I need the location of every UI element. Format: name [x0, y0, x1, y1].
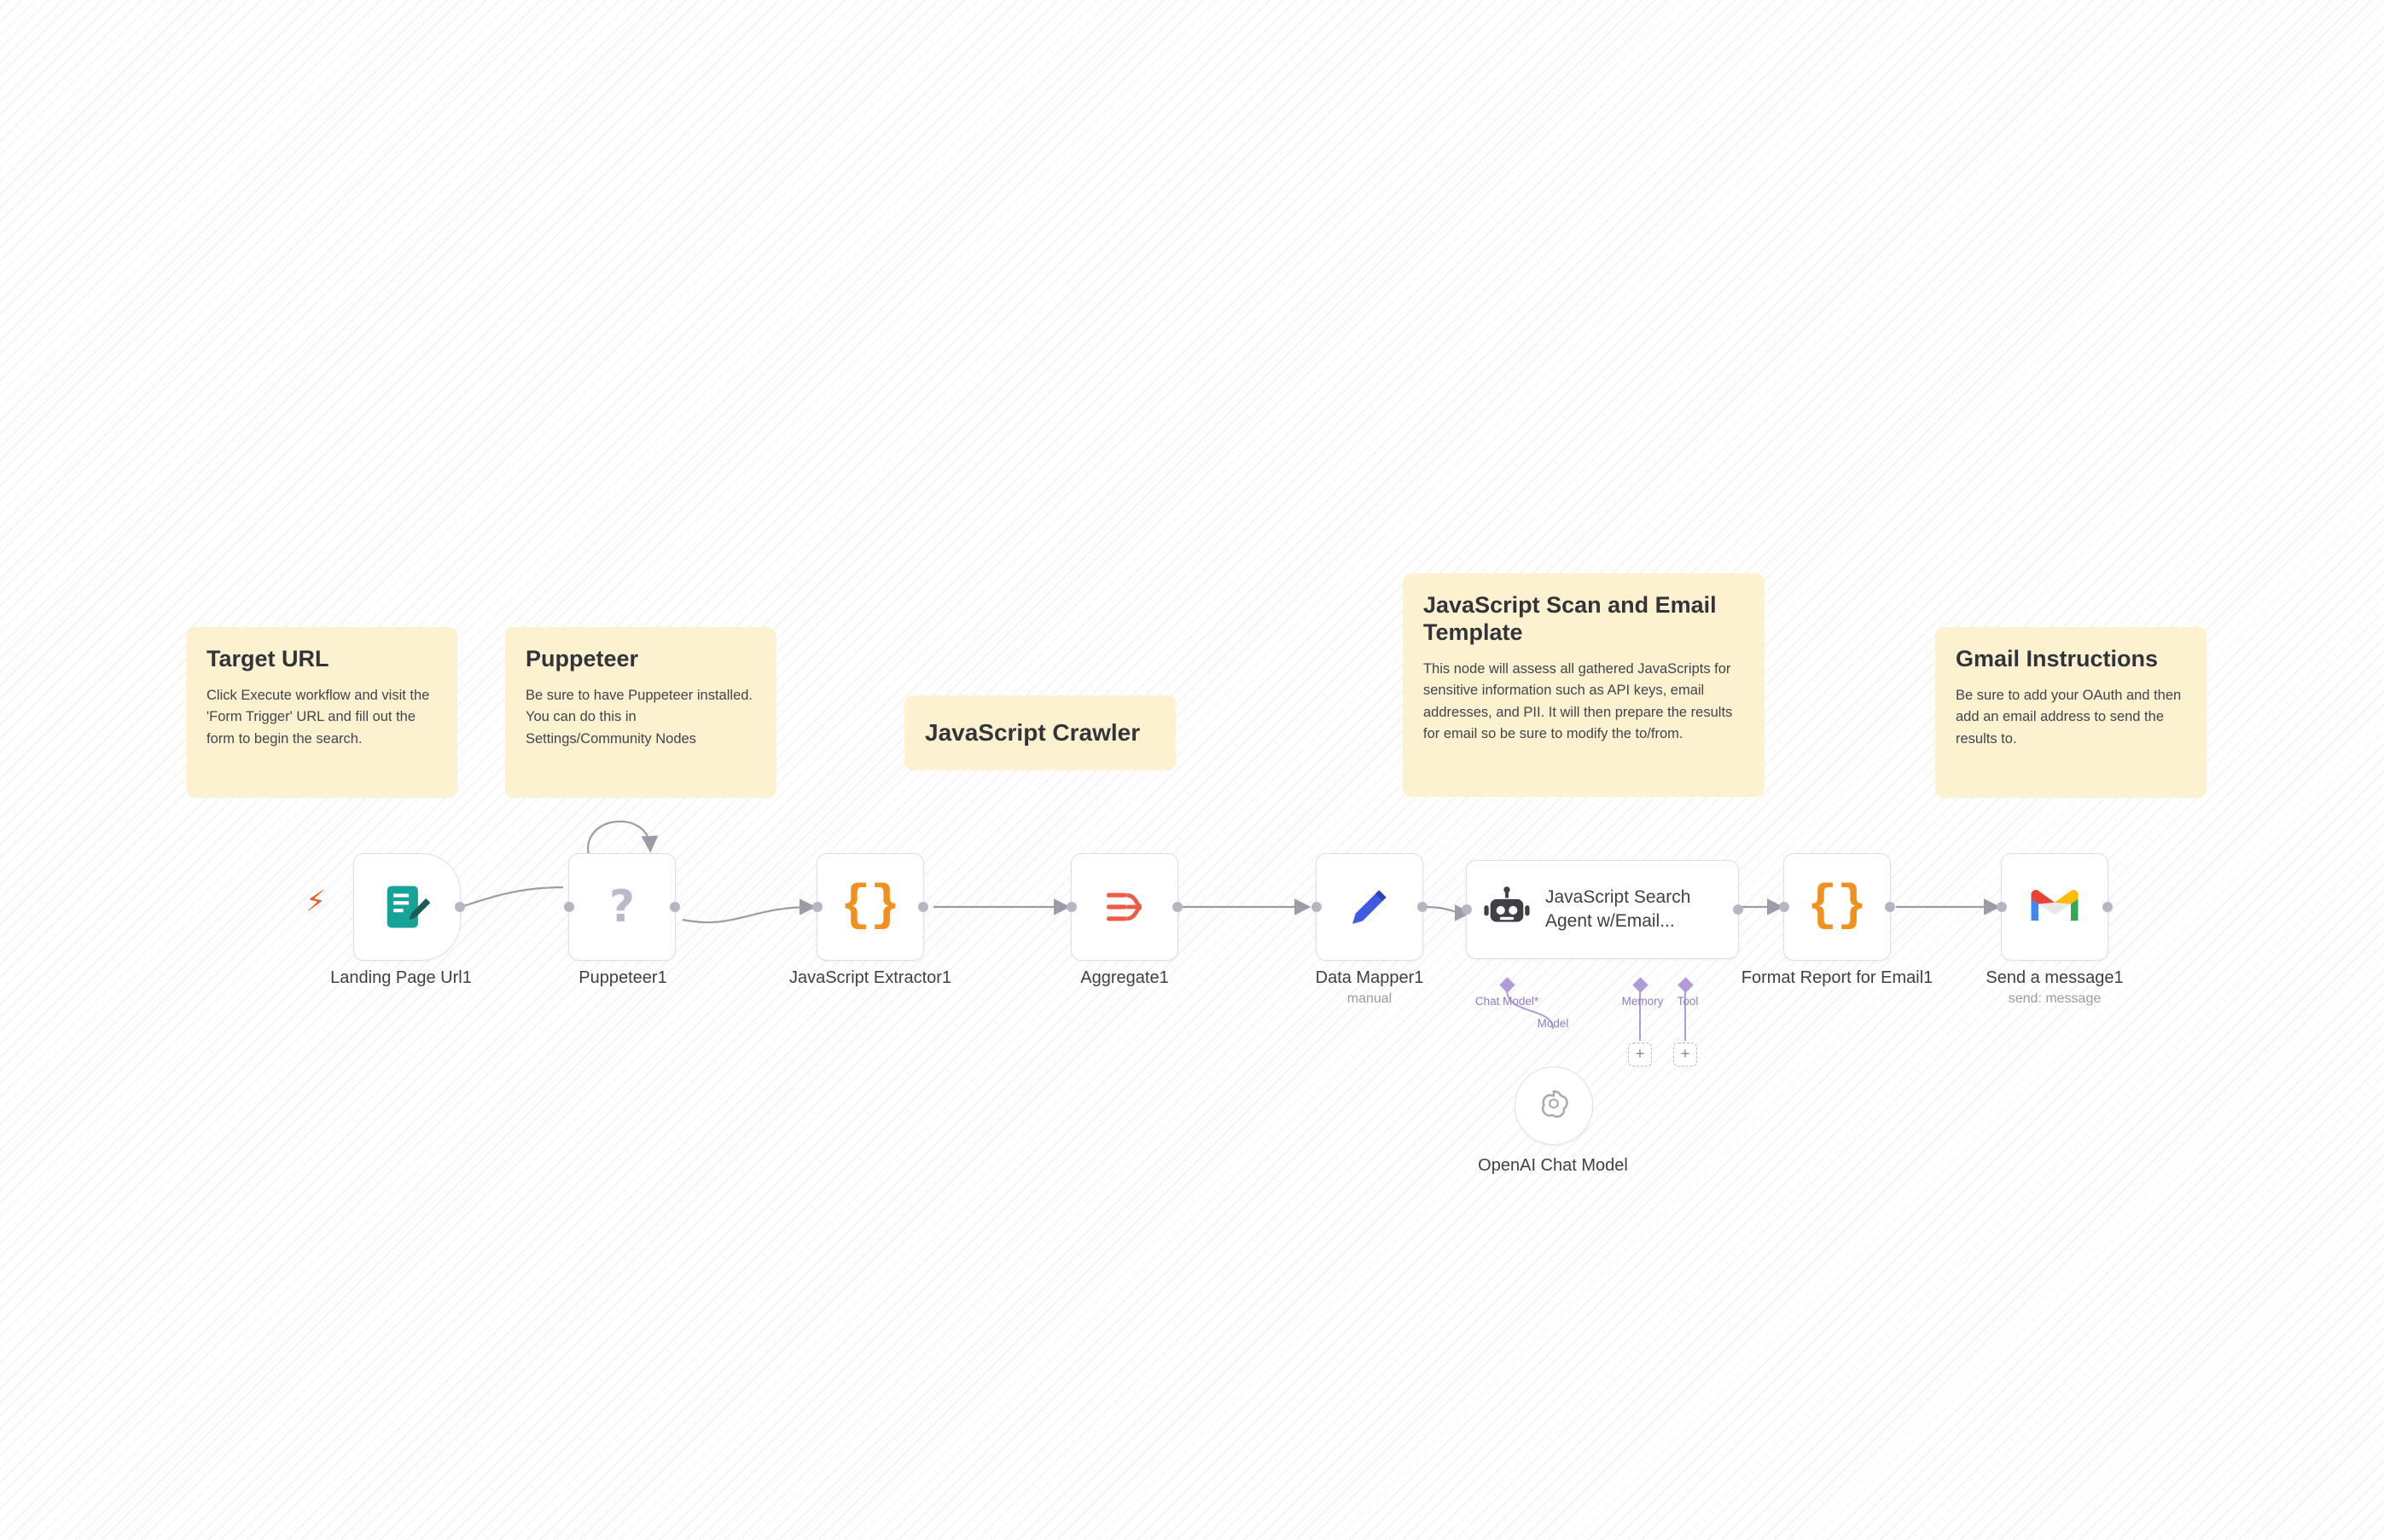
sticky-note-target-url[interactable]: [186, 627, 457, 798]
sticky-body: Be sure to add your OAuth and then add an email address to send the results to.: [1956, 687, 2182, 747]
sticky-title: Target URL: [206, 646, 329, 671]
pencil-icon: [1346, 883, 1393, 931]
add-tool-button[interactable]: +: [1673, 1043, 1697, 1066]
node-label-puppeteer1: Puppeteer1: [579, 968, 667, 987]
sticky-note-puppeteer[interactable]: [505, 627, 776, 798]
node-data-mapper1[interactable]: [1316, 853, 1423, 961]
output-port[interactable]: [670, 902, 680, 912]
openai-icon: [1534, 1086, 1573, 1125]
question-mark-icon: ?: [608, 881, 636, 933]
code-braces-icon: {}: [840, 879, 900, 934]
robot-icon: [1482, 885, 1532, 934]
add-memory-button[interactable]: +: [1628, 1043, 1652, 1066]
node-sublabel-send-a-message1: send: message: [2008, 991, 2102, 1006]
form-trigger-icon: [381, 880, 433, 933]
node-label-send-a-message1: Send a message1: [1986, 968, 2124, 987]
sticky-title: JavaScript Scan and Email Template: [1423, 592, 1717, 645]
node-puppeteer1[interactable]: [568, 853, 676, 961]
agent-port-sublabel-model: Model: [1537, 1017, 1569, 1030]
node-send-a-message1[interactable]: [2001, 853, 2108, 961]
sticky-title: Puppeteer: [526, 646, 639, 671]
input-port[interactable]: [1067, 902, 1077, 912]
sticky-body: Click Execute workflow and visit the 'Form Trigger' URL and fill out the form to begin the search.: [206, 687, 430, 747]
output-port[interactable]: [1733, 904, 1743, 915]
node-label-javascript-extractor1: JavaScript Extractor1: [788, 968, 952, 987]
input-port[interactable]: [1779, 902, 1789, 912]
node-format-report-for-email1[interactable]: [1783, 853, 1891, 961]
sticky-note-javascript-crawler[interactable]: [904, 695, 1176, 770]
agent-port-label-memory: Memory: [1621, 995, 1664, 1008]
node-sublabel-data-mapper1: manual: [1346, 991, 1393, 1006]
agent-port-chat-model[interactable]: [1499, 977, 1515, 992]
gmail-icon: [2029, 887, 2080, 927]
output-port[interactable]: [1885, 902, 1895, 912]
node-javascript-extractor1[interactable]: [817, 853, 924, 961]
input-port[interactable]: [1311, 902, 1322, 912]
input-port[interactable]: [1462, 904, 1472, 915]
node-label-aggregate1: Aggregate1: [1080, 968, 1169, 987]
node-label-data-mapper1: Data Mapper1: [1315, 968, 1424, 987]
code-braces-icon: {}: [1807, 879, 1867, 934]
sticky-title: Gmail Instructions: [1956, 646, 2159, 671]
node-openai-chat-model[interactable]: [1515, 1066, 1593, 1145]
node-label-javascript-search-agent: JavaScript Search Agent w/Email...: [1545, 887, 1691, 931]
node-label-format-report-for-email1: Format Report for Email1: [1741, 968, 1933, 987]
node-landing-page-url[interactable]: [353, 853, 461, 961]
node-label-openai-chat-model: OpenAI Chat Model: [1478, 1156, 1628, 1175]
agent-port-tool[interactable]: [1678, 977, 1693, 992]
node-javascript-search-agent[interactable]: [1466, 860, 1739, 959]
output-port[interactable]: [2102, 902, 2113, 912]
output-port[interactable]: [455, 902, 465, 912]
sticky-body: This node will assess all gathered JavaScripts for sensitive information such as API keys, email addresses, and PII. It will then prepare the results for email so be sure to modify the to/from.: [1423, 660, 1733, 742]
sticky-body: Be sure to have Puppeteer installed. You can do this in Settings/Community Nodes: [526, 687, 753, 747]
output-port[interactable]: [1172, 902, 1183, 912]
node-label-landing-page-url: Landing Page Url1: [330, 968, 472, 987]
node-aggregate1[interactable]: [1071, 853, 1178, 961]
lightning-bolt-icon: ⚡: [305, 885, 326, 919]
input-port[interactable]: [564, 902, 574, 912]
input-port[interactable]: [1997, 902, 2007, 912]
sticky-note-javascript-scan-email-template[interactable]: [1403, 573, 1765, 797]
output-port[interactable]: [918, 902, 928, 912]
aggregate-icon: [1101, 883, 1148, 931]
agent-port-label-chat-model: Chat Model *: [1475, 995, 1538, 1008]
sticky-note-gmail-instructions[interactable]: [1935, 627, 2207, 798]
agent-port-memory[interactable]: [1632, 977, 1648, 992]
output-port[interactable]: [1417, 902, 1427, 912]
input-port[interactable]: [812, 902, 823, 912]
sticky-title: JavaScript Crawler: [925, 719, 1141, 747]
agent-port-label-tool: Tool: [1677, 995, 1699, 1008]
